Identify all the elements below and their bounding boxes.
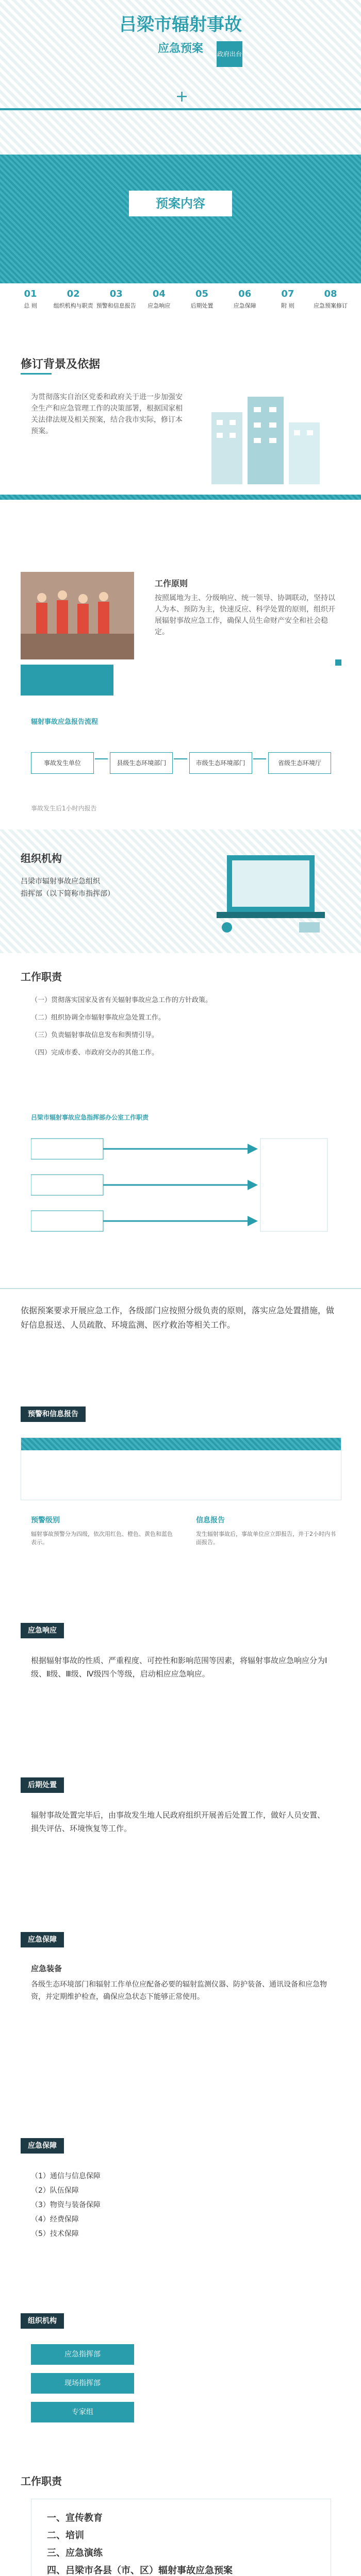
- train-heading: 工作职责: [21, 2475, 62, 2487]
- cover-subtitle: 应急预案: [157, 42, 203, 55]
- post-tab: 后期处置: [21, 1777, 64, 1793]
- duty-item: （一）贯彻落实国家及省有关辐射事故应急工作的方针政策。: [31, 996, 212, 1004]
- mid-flow-diagram: [31, 1128, 330, 1262]
- guarantee-text: 各级生态环境部门和辐射工作单位应配备必要的辐射监测仪器、防护装备、通讯设备和应急物资，并定期维护检查，确保应急状态下能够正常使用。: [31, 1980, 327, 2001]
- toc-bg: [0, 155, 361, 283]
- toc-item-label: 应急保障: [233, 302, 256, 309]
- team-photo: [21, 572, 134, 659]
- flow1-label: 事故发生后1小时内报告: [31, 805, 97, 812]
- prewarn-right-title: 信息报告: [196, 1516, 225, 1524]
- laptop-illustration: [196, 845, 340, 938]
- rescue-list: [31, 2344, 330, 2437]
- duty-heading: 工作职责: [21, 971, 62, 983]
- revision-section: [0, 340, 361, 556]
- toc-item-label: 总 则: [24, 302, 37, 309]
- toc-item: [96, 289, 136, 330]
- org-text1: 吕梁市辐射事故应急组织: [21, 877, 100, 886]
- prewarn-left-title: 预警级别: [31, 1516, 60, 1524]
- support-item: （5）技术保障: [31, 2230, 79, 2238]
- toc-item-label: 应急预案修订: [313, 302, 348, 309]
- cover: [0, 0, 361, 155]
- plus-icon: +: [175, 88, 189, 106]
- post-section: [0, 1767, 361, 1922]
- work-heading: 工作原则: [155, 579, 188, 588]
- people-icon: [21, 572, 134, 659]
- building-icon: [201, 381, 335, 484]
- flow1-step: 事故发生单位: [31, 752, 94, 774]
- revision-underline: [21, 373, 52, 375]
- train-list: [47, 2510, 315, 2576]
- rescue-section: [0, 2303, 361, 2458]
- toc-item-label: 附 则: [281, 302, 294, 309]
- revision-band: [0, 495, 361, 500]
- support-item: （3）物资与装备保障: [31, 2201, 101, 2209]
- prewarn-left-text: 辐射事故预警分为四级，依次用红色、橙色、黄色和蓝色表示。: [31, 1531, 173, 1546]
- train-item: 二、培训: [47, 2530, 84, 2541]
- toc-item-num: 07: [281, 289, 294, 299]
- toc-item-num: 05: [195, 289, 209, 299]
- support-item: （1）通信与信息保障: [31, 2172, 101, 2180]
- flow1-steps: [31, 732, 330, 793]
- support-list: [31, 2169, 330, 2241]
- toc-item-label: 应急响应: [147, 302, 171, 309]
- toc-item-num: 01: [24, 289, 37, 299]
- classify-text: 依据预案要求开展应急工作，各级部门应按照分级负责的原则，落实应急处置措施，做好信息报送、人员疏散、环境监测、医疗救治等相关工作。: [21, 1306, 335, 1330]
- toc-item-num: 02: [67, 289, 80, 299]
- arrow-icon: [95, 758, 108, 759]
- toc-list: [10, 289, 351, 330]
- toc-item-num: 06: [238, 289, 252, 299]
- support-tab: 应急保障: [21, 2138, 64, 2154]
- toc-item-num: 03: [109, 289, 123, 299]
- toc-item: [268, 289, 308, 330]
- mid-section: [0, 1108, 361, 1278]
- prewarn-tab: 预警和信息报告: [21, 1406, 86, 1422]
- work-marker: [335, 659, 341, 666]
- work-accent: [21, 665, 113, 696]
- work-text: 按照属地为主、分级响应、统一领导、协调联动，坚持以人为本、预防为主，快速反应、科学处置的原则，组织开展辐射事故应急工作，确保人员生命财产安全和社会稳定。: [155, 594, 335, 636]
- laptop-icon: [196, 845, 340, 938]
- duty-section: [0, 953, 361, 1108]
- toc-title: 预案内容: [129, 191, 232, 216]
- org-heading: 组织机构: [21, 852, 62, 865]
- prewarn-box: [21, 1437, 341, 1500]
- support-item: （2）队伍保障: [31, 2187, 79, 2195]
- flow1-step: 省级生态环境厅: [268, 752, 331, 774]
- toc-item: [139, 289, 179, 330]
- response-tab: 应急响应: [21, 1623, 64, 1638]
- arrow-icon: [253, 758, 266, 759]
- toc-item-num: 08: [324, 289, 337, 299]
- duty-item: （二）组织协调全市辐射事故应急处置工作。: [31, 1014, 166, 1022]
- toc: [0, 155, 361, 340]
- flow1-step: 县级生态环境部门: [110, 752, 173, 774]
- prewarn-box-band: [21, 1438, 341, 1450]
- duty-item: （四）完成市委、市政府交办的其他工作。: [31, 1049, 159, 1057]
- support-section: [0, 2128, 361, 2303]
- response-section: [0, 1613, 361, 1767]
- classify-section: [0, 1278, 361, 1396]
- support-item: （4）经费保障: [31, 2215, 79, 2224]
- duty-item: （三）负责辐射事故信息发布和舆情引导。: [31, 1031, 159, 1039]
- org-text2: 指挥部（以下简称市指挥部）: [21, 890, 114, 898]
- toc-item: [310, 289, 351, 330]
- flow1-title: 辐射事故应急报告流程: [31, 718, 99, 726]
- toc-item: [182, 289, 222, 330]
- guarantee-title: 应急装备: [31, 1964, 62, 1973]
- toc-item-label: 后期处置: [190, 302, 214, 309]
- toc-item-num: 04: [152, 289, 166, 299]
- guarantee-tab: 应急保障: [21, 1932, 64, 1947]
- train-item: 一、宣传教育: [47, 2513, 103, 2523]
- mid-title: 吕梁市辐射事故应急指挥部办公室工作职责: [31, 1114, 149, 1121]
- revision-heading: 修订背景及依据: [21, 358, 101, 371]
- cover-title: 吕梁市辐射事故: [119, 14, 242, 35]
- rescue-item: 现场指挥部: [31, 2373, 134, 2394]
- classify-line: [0, 1288, 361, 1289]
- rescue-item: 专家组: [31, 2402, 134, 2422]
- arrow-icon: [174, 758, 187, 759]
- toc-item: [53, 289, 93, 330]
- response-text: 根据辐射事故的性质、严重程度、可控性和影响范围等因素，将辐射事故应急响应分为Ⅰ级、Ⅱ级、Ⅲ级、Ⅳ级四个等级，启动相应应急响应。: [31, 1656, 327, 1679]
- rescue-item: 应急指挥部: [31, 2344, 134, 2365]
- cover-badge: 政府出台: [217, 41, 242, 67]
- toc-item: [225, 289, 265, 330]
- org-section: [0, 829, 361, 953]
- buildings-illustration: [201, 381, 335, 484]
- guarantee-section: [0, 1922, 361, 2128]
- toc-item: [10, 289, 51, 330]
- train-item: 三、应急演练: [47, 2548, 103, 2558]
- prewarn-right-text: 发生辐射事故后，事故单位应立即报告，并于2小时内书面报告。: [196, 1531, 336, 1546]
- cover-divider: [0, 108, 361, 110]
- flow1-step: 市级生态环境部门: [189, 752, 252, 774]
- flow1-section: [0, 711, 361, 829]
- rescue-heading: 组织机构: [21, 2313, 64, 2329]
- toc-item-label: 组织机构与职责: [53, 302, 93, 309]
- duty-list: [31, 994, 330, 1064]
- post-text: 辐射事故处置完毕后，由事故发生地人民政府组织开展善后处置工作，做好人员安置、损失评估、环境恢复等工作。: [31, 1810, 325, 1833]
- toc-item-label: 预警和信息报告: [96, 302, 136, 309]
- train-box: [31, 2499, 331, 2576]
- work-section: [0, 556, 361, 711]
- revision-text: 为贯彻落实自治区党委和政府关于进一步加强安全生产和应急管理工作的决策部署，根据国家相关法律法规及相关预案，结合我市实际，修订本预案。: [31, 393, 183, 435]
- train-section: [0, 2458, 361, 2576]
- train-item: 四、吕梁市各县（市、区）辐射事故应急预案: [47, 2565, 233, 2576]
- prewarn-section: [0, 1396, 361, 1613]
